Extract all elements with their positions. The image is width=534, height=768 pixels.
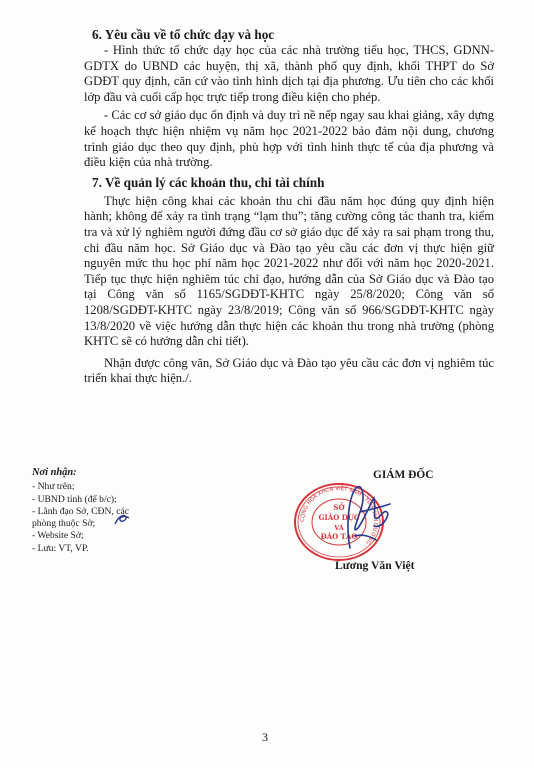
recipient-item: - Lãnh đạo Sở, CĐN, các	[32, 505, 129, 517]
seal-center-line: GIÁO DỤC	[318, 513, 360, 522]
page-number: 3	[262, 730, 268, 744]
closing-paragraph: Nhận được công văn, Sở Giáo dục và Đào tạo yêu cầu các đơn vị nghiêm túc triển khai thực hiện./.	[84, 355, 494, 386]
seal-center-line: SỞ	[333, 503, 345, 512]
seal-center-line: ĐÀO TẠO	[320, 532, 358, 541]
section-6-paragraph-2: - Các cơ sở giáo dục ổn định và duy trì nề nếp ngay sau khai giảng, xây dựng kế hoạch thực hiện nhiệm vụ năm học 2021-2022 bảo đảm nội dung, chương trình giáo dục theo quy định, phù hợp với tình hình thực tế của địa phương và điều kiện của nhà trường.	[84, 108, 494, 170]
recipient-item: - Lưu: VT, VP.	[32, 542, 89, 554]
section-6-paragraph-1: - Hình thức tổ chức dạy học của các nhà trường tiểu học, THCS, GDNN-GDTX do UBND các huyện, thị xã, thành phố quy định, khối THPT do Sở GDĐT quy định, căn cứ vào tình hình dịch tại địa phương. Ưu tiên cho các khối lớp đầu và cuối cấp học trực tiếp trong điều kiện cho phép.	[84, 43, 494, 104]
section-6-heading: 6. Yêu cầu về tổ chức dạy và học	[92, 27, 275, 42]
signer-title: GIÁM ĐỐC	[373, 469, 434, 481]
section-7-heading: 7. Về quản lý các khoản thu, chi tài chính	[92, 174, 325, 190]
recipient-item: - Như trên;	[32, 481, 75, 493]
signer-name: Lương Văn Việt	[335, 559, 415, 572]
handwritten-signature-icon	[316, 478, 406, 560]
recipient-item: - UBND tỉnh (để b/c);	[32, 493, 117, 505]
seal-center-line: VÀ	[334, 524, 344, 532]
document-body	[84, 26, 494, 387]
recipients-title: Nơi nhận:	[32, 467, 77, 478]
seal-ring-text: CỘNG HOÀ XHCN VIỆT NAM · TỈNH HẢI DƯƠNG ·	[299, 485, 379, 549]
recipient-item: - Website Sở;	[32, 530, 84, 542]
initial-mark-icon	[112, 509, 132, 529]
recipient-item: phòng thuộc Sở;	[32, 518, 96, 530]
section-7-paragraph-1: Thực hiện công khai các khoản thu chi đầu năm học đúng quy định hiện hành; không để xảy ra tình trạng “lạm thu”; tăng cường công tác thanh tra, kiểm tra và xử lý nghiêm người đứng đầu cơ sở giáo dục để xảy ra sai phạm trong thu, chi đầu năm học. Sở Giáo dục và Đào tạo yêu cầu các đơn vị thực hiện giữ nguyên mức thu học phí năm học 2021-2022 như đối với năm học 2020-2021. Tiếp tục thực hiện nghiêm túc chỉ đạo, hướng dẫn của Sở Giáo dục và Đào tạo tại Công văn số 1165/SGDĐT-KHTC ngày 25/8/2020; Công văn số 1208/SGDĐT-KHTC ngày 23/8/2019; Công văn số 966/SGDĐT-KHTC ngày 13/8/2020 về việc hướng dẫn thực hiện các khoản thu trong nhà trường (phòng KHTC sẽ có hướng dẫn chi tiết).	[84, 193, 494, 349]
